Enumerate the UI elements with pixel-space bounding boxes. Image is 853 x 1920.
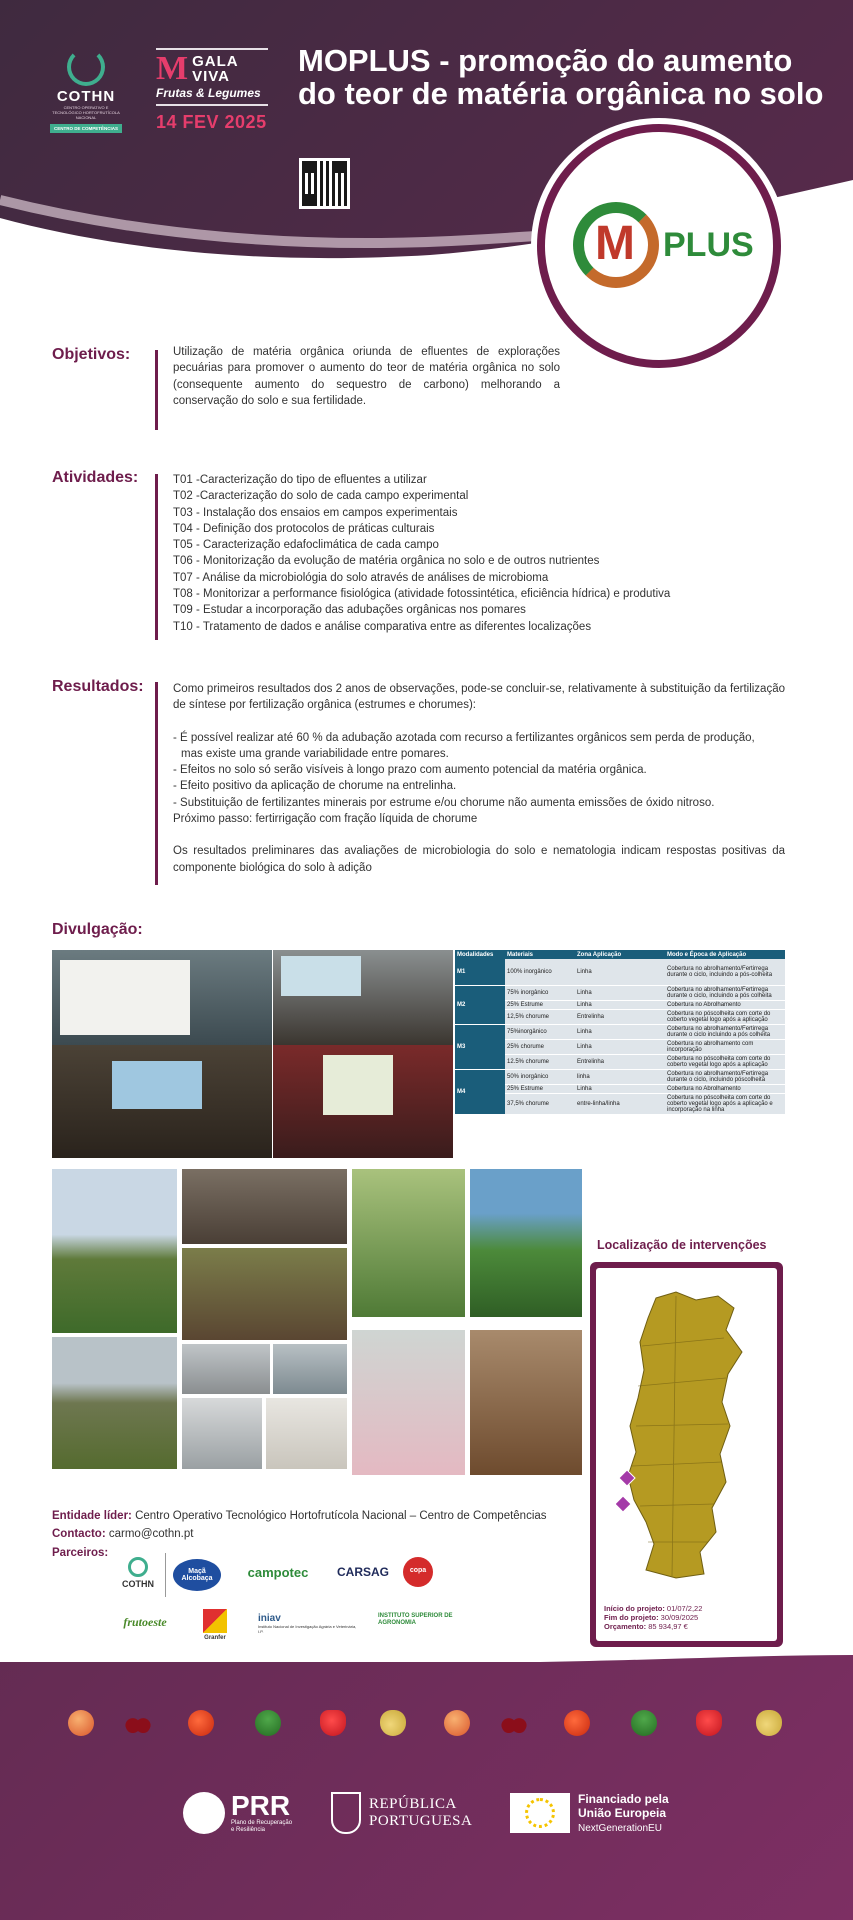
pear-icon	[380, 1710, 406, 1736]
cothn-badge: CENTRO DE COMPETÊNCIAS	[50, 124, 122, 133]
resultados-bullet: - Efeito positivo da aplicação de chorume na entrelinha.	[173, 780, 457, 793]
tomato-icon	[564, 1710, 590, 1736]
broccoli-icon	[631, 1710, 657, 1736]
eu-funding-logo	[510, 1792, 669, 1834]
prr-title: PRR	[231, 1790, 291, 1821]
photo-orchard-tractor	[52, 1169, 177, 1333]
photo-lab-2	[273, 1344, 347, 1394]
peach-icon	[68, 1710, 94, 1736]
objetivos-label: Objetivos:	[52, 346, 131, 363]
moplus-logo	[537, 124, 781, 368]
table-row: M4 50% inorgânico linha Cobertura no abrolhamento/Fertirrega durante o ciclo, incluindo póscolheita	[455, 1069, 785, 1084]
photo-soil-samples	[182, 1169, 347, 1244]
resultados-divider	[155, 682, 158, 885]
project-info	[604, 1604, 702, 1631]
gala-viva-logo	[156, 48, 268, 133]
prr-circle-icon	[183, 1792, 225, 1834]
gala-line2: VIVA	[192, 68, 230, 85]
eu-line1: Financiado pela	[578, 1792, 669, 1806]
resultados-bullet: - Efeitos no solo só serão visíveis à longo prazo com aumento potencial da matéria orgânica.	[173, 764, 647, 777]
cothn-name: COTHN	[56, 88, 116, 105]
list-item: T03 - Instalação dos ensaios em campos experimentais	[173, 506, 458, 519]
modalidades-table	[455, 950, 785, 1158]
poster-title: MOPLUS - promoção do aumento do teor de matéria orgânica no solo	[298, 43, 824, 111]
portugal-map	[616, 1286, 756, 1586]
strawberry-icon	[320, 1710, 346, 1736]
photo-nematode	[266, 1398, 347, 1469]
moplus-m: M	[595, 217, 635, 270]
cherries-icon	[125, 1710, 151, 1736]
atividades-divider	[155, 474, 158, 640]
shield-icon	[331, 1792, 361, 1834]
cothn-subtitle: CENTRO OPERATIVO E TECNOLÓGICO HORTOFRUTÍCOLA NACIONAL	[52, 105, 120, 120]
table-row: 25% chorume Linha Cobertura no abrolhamento com incorporação	[455, 1039, 785, 1054]
photo-auditorium	[52, 1045, 272, 1158]
map-frame	[590, 1262, 783, 1647]
contact-label: Contacto:	[52, 1528, 106, 1540]
resultados-next-step: Próximo passo: fertirrigação com fração líquida de chorume	[173, 813, 478, 826]
eu-flag-icon	[510, 1793, 570, 1833]
republica-line1: REPÚBLICA	[369, 1796, 457, 1812]
photo-petri-dishes	[352, 1330, 465, 1475]
list-item: T07 - Análise da microbiológia do solo através de análises de microbioma	[173, 571, 549, 584]
republica-line2: PORTUGUESA	[369, 1813, 473, 1829]
table-header: Materiais	[505, 950, 575, 959]
table-row: 25% Estrume Linha Cobertura no Abrolhamento	[455, 1084, 785, 1093]
lead-value: Centro Operativo Tecnológico Hortofrutícola Nacional – Centro de Competências	[135, 1510, 547, 1522]
list-item: T05 - Caracterização edafoclimática de cada campo	[173, 539, 439, 552]
divulgacao-label: Divulgação:	[52, 921, 143, 938]
list-item: T04 - Definição dos protocolos de práticas culturais	[173, 522, 435, 535]
partner-carsag-logo: CARSAG	[336, 1565, 389, 1579]
gala-mark: M	[156, 50, 189, 87]
photo-fruit-inspection	[470, 1169, 582, 1317]
table-row: 12.5% chorume Entrelinha Cobertura no póscolheita com corte do coberto vegetal logo após a aplicação	[455, 1054, 785, 1069]
resultados-bullet: - Substituição de fertilizantes minerais por estrume e/ou chorume não aumenta emissões de óxido nitroso.	[173, 796, 715, 809]
photo-presenters	[273, 950, 453, 1045]
pear-icon	[756, 1710, 782, 1736]
photo-harvest-crates	[470, 1330, 582, 1475]
partner-copa-logo: copa	[403, 1557, 433, 1587]
eu-line2: União Europeia	[578, 1806, 667, 1820]
cothn-logo	[50, 48, 122, 133]
photo-researcher-trees	[352, 1169, 465, 1317]
resultados-label: Resultados:	[52, 678, 144, 695]
objetivos-divider	[155, 350, 158, 430]
footer-funding	[0, 1780, 853, 1890]
resultados-bullet-cont: mas existe uma grande variabilidade entre pomares.	[181, 747, 449, 760]
photo-field-sampling	[182, 1248, 347, 1340]
partner-campotec-logo: campotec	[247, 1565, 309, 1580]
prr-sub1: Plano de Recuperação	[231, 1820, 293, 1826]
partners-logos	[113, 1547, 468, 1652]
list-item: T09 - Estudar a incorporação das adubações orgânicas nos pomares	[173, 604, 526, 617]
table-row: 12,5% chorume Entrelinha Cobertura no póscolheita com corte do coberto vegetal logo após a aplicação	[455, 1009, 785, 1024]
peach-icon	[444, 1710, 470, 1736]
resultados-bullet: - É possível realizar até 60 % da adubação azotada com recurso a fertilizantes orgânicos sem perda de produção,	[173, 731, 755, 744]
republica-portuguesa-logo	[331, 1792, 472, 1834]
table-header: Modo e Época de Aplicação	[665, 950, 785, 959]
partner-granfer-logo: Granfer	[195, 1609, 235, 1641]
photo-microscope	[182, 1398, 262, 1469]
photo-conference-slide	[52, 950, 272, 1045]
partner-iniav-logo: iniav Instituto Nacional de Investigação Agrária e Veterinária, I.P.	[258, 1613, 357, 1634]
budget-label: Orçamento:	[604, 1622, 647, 1631]
resultados-closing: Os resultados preliminares das avaliações de microbiologia do solo e nematologia indicam respostas positivas da componente biológica do solo à adição	[173, 845, 785, 874]
table-row: M2 75% inorgânico Linha Cobertura no abrolhamento/Fertirrega durante o ciclo, incluindo a pós colheita	[455, 985, 785, 1000]
table-row: 25% Estrume Linha Cobertura no Abrolhamento	[455, 1000, 785, 1009]
broccoli-icon	[255, 1710, 281, 1736]
cherries-icon	[501, 1710, 527, 1736]
resultados-text	[173, 681, 785, 876]
table-row: M1 100% inorgânico Linha Cobertura no abrolhamento/Fertirrega durante o ciclo, incluindo a pós-colheita	[455, 959, 785, 985]
photo-panel	[273, 1045, 453, 1158]
prr-logo	[183, 1792, 292, 1834]
atividades-list	[173, 472, 733, 635]
list-item: T10 - Tratamento de dados e análise comparativa entre as diferentes localizações	[173, 620, 592, 633]
table-header: Zona Aplicação	[575, 950, 665, 959]
table-row: 37,5% chorume entre-linha/linha Cobertura no póscolheita com corte do coberto vegetal logo após a aplicação e incorporação na linha	[455, 1093, 785, 1114]
partner-maca-alcobaca-logo: Maçã Alcobaça	[173, 1559, 221, 1591]
list-item: T02 -Caracterização do solo de cada campo experimental	[173, 490, 469, 503]
table-header: Modalidades	[455, 950, 505, 959]
contact	[52, 1528, 193, 1540]
partner-cothn-logo: COTHN	[113, 1557, 163, 1589]
end-label: Fim do projeto:	[604, 1613, 659, 1622]
gala-date: 14 FEV 2025	[156, 112, 267, 132]
tomato-icon	[188, 1710, 214, 1736]
cothn-leaf-icon	[67, 48, 105, 86]
list-item: T06 - Monitorização da evolução de matéria orgânica no solo e de outros nutrientes	[173, 555, 600, 568]
map-title: Localização de intervenções	[597, 1238, 767, 1252]
location-marker-icon[interactable]	[616, 1496, 631, 1512]
gala-subtitle: Frutas & Legumes	[156, 86, 261, 100]
start-value: 01/07/2,22	[666, 1604, 703, 1613]
photo-lab-1	[182, 1344, 270, 1394]
strawberry-icon	[696, 1710, 722, 1736]
map-panel	[596, 1268, 777, 1641]
eu-line3: NextGenerationEU	[578, 1823, 662, 1834]
partner-frutoeste-logo: frutoeste	[123, 1615, 167, 1629]
contact-email[interactable]: carmo@cothn.pt	[108, 1528, 194, 1540]
qr-code[interactable]	[299, 158, 350, 209]
lead-label: Entidade líder:	[52, 1510, 132, 1522]
list-item: T01 -Caracterização do tipo de efluentes a utilizar	[173, 474, 427, 486]
objetivos-text: Utilização de matéria orgânica oriunda de efluentes de explorações pecuárias para promover o aumento do teor de matéria orgânica no solo (consequente aumento do sequestro de carbono) melhorando a conservação do solo e sua fertilidade.	[173, 346, 560, 407]
gala-line1: GALA	[192, 53, 239, 70]
resultados-intro: Como primeiros resultados dos 2 anos de observações, pode-se concluir-se, relativamente à substituição da fertilização de síntese por fertilização orgânica (estrumes e chorumes):	[173, 683, 785, 712]
table-row: M3 75%inorgânico Linha Cobertura no abrolhamento/Fertirrega durante o ciclo incluindo a pós colheita	[455, 1024, 785, 1039]
prr-sub2: e Resiliência	[231, 1827, 266, 1833]
list-item: T08 - Monitorizar a performance fisiológica (atividade fotossintética, eficiência hídrica) e produtiva	[173, 588, 671, 601]
partners-label: Parceiros:	[52, 1547, 109, 1559]
budget-value: 85 934,97 €	[648, 1622, 688, 1631]
photo-orchard-rows	[52, 1337, 177, 1469]
lead-entity	[52, 1510, 547, 1522]
atividades-label: Atividades:	[52, 469, 139, 486]
partner-isa-logo: INSTITUTO SUPERIOR DE AGRONOMIA	[378, 1613, 453, 1626]
moplus-plus: PLUS	[663, 226, 754, 264]
start-label: Início do projeto:	[604, 1604, 665, 1613]
end-value: 30/09/2025	[660, 1613, 699, 1622]
